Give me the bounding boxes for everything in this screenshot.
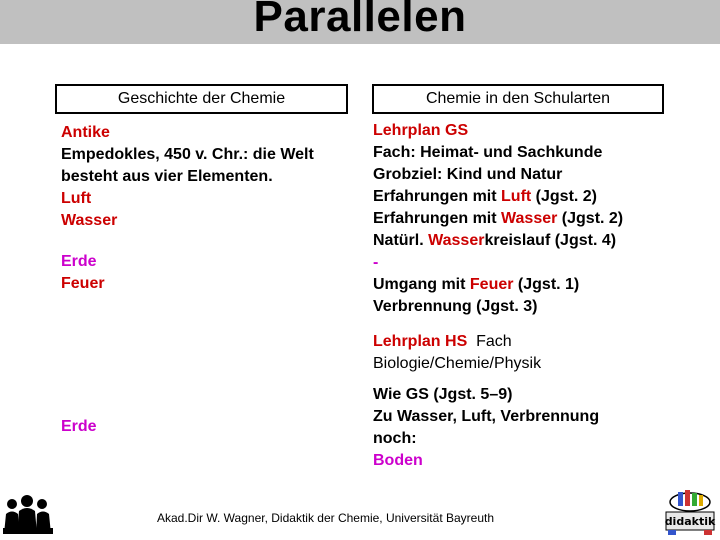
hs-line-1: Lehrplan HS Fach bbox=[373, 333, 512, 350]
right-block-hs bbox=[373, 331, 541, 375]
element-erde: Erde bbox=[61, 253, 97, 270]
didaktik-logo-text: didaktik bbox=[664, 515, 716, 528]
gs-umgang-feuer: Umgang mit Feuer (Jgst. 1) bbox=[373, 276, 580, 293]
left-block-erde bbox=[61, 416, 97, 438]
wie-gs-line: Wie GS (Jgst. 5–9) bbox=[373, 386, 513, 403]
element-erde-2: Erde bbox=[61, 418, 97, 435]
lehrplan-gs-heading: Lehrplan GS bbox=[373, 122, 469, 139]
people-silhouette-logo bbox=[3, 492, 53, 534]
right-block-gs bbox=[373, 120, 623, 318]
empedokles-text-1: Empedokles, 450 v. Chr.: die Welt bbox=[61, 146, 314, 163]
gs-wasserkreislauf: Natürl. Wasserkreislauf (Jgst. 4) bbox=[373, 232, 617, 249]
gs-verbrennung: Verbrennung (Jgst. 3) bbox=[373, 298, 538, 315]
footer-credit: Akad.Dir W. Wagner, Didaktik der Chemie, Universität Bayreuth bbox=[157, 511, 495, 525]
page-title: Parallelen bbox=[253, 0, 467, 41]
element-wasser: Wasser bbox=[61, 212, 118, 229]
left-column-header: Geschichte der Chemie bbox=[55, 84, 348, 114]
element-luft: Luft bbox=[61, 190, 92, 207]
gs-grobziel: Grobziel: Kind und Natur bbox=[373, 166, 563, 183]
gs-fach: Fach: Heimat- und Sachkunde bbox=[373, 144, 603, 161]
element-feuer: Feuer bbox=[61, 275, 105, 292]
right-column-header: Chemie in den Schularten bbox=[372, 84, 664, 114]
antike-label: Antike bbox=[61, 124, 110, 141]
gs-erfahrungen-luft: Erfahrungen mit Luft (Jgst. 2) bbox=[373, 188, 598, 205]
left-block-antike bbox=[61, 122, 314, 232]
gs-erfahrungen-wasser: Erfahrungen mit Wasser (Jgst. 2) bbox=[373, 210, 624, 227]
didaktik-logo bbox=[664, 490, 716, 536]
gs-dash: - bbox=[373, 254, 379, 271]
right-block-wie-gs bbox=[373, 384, 599, 472]
lehrplan-hs-heading: Lehrplan HS bbox=[373, 333, 468, 350]
noch-line: noch: bbox=[373, 430, 417, 447]
empedokles-text-2: besteht aus vier Elementen. bbox=[61, 168, 273, 185]
boden-line: Boden bbox=[373, 452, 423, 469]
hs-line-2: Biologie/Chemie/Physik bbox=[373, 355, 542, 372]
zu-wasser-line: Zu Wasser, Luft, Verbrennung bbox=[373, 408, 600, 425]
left-block-elements bbox=[61, 251, 105, 295]
